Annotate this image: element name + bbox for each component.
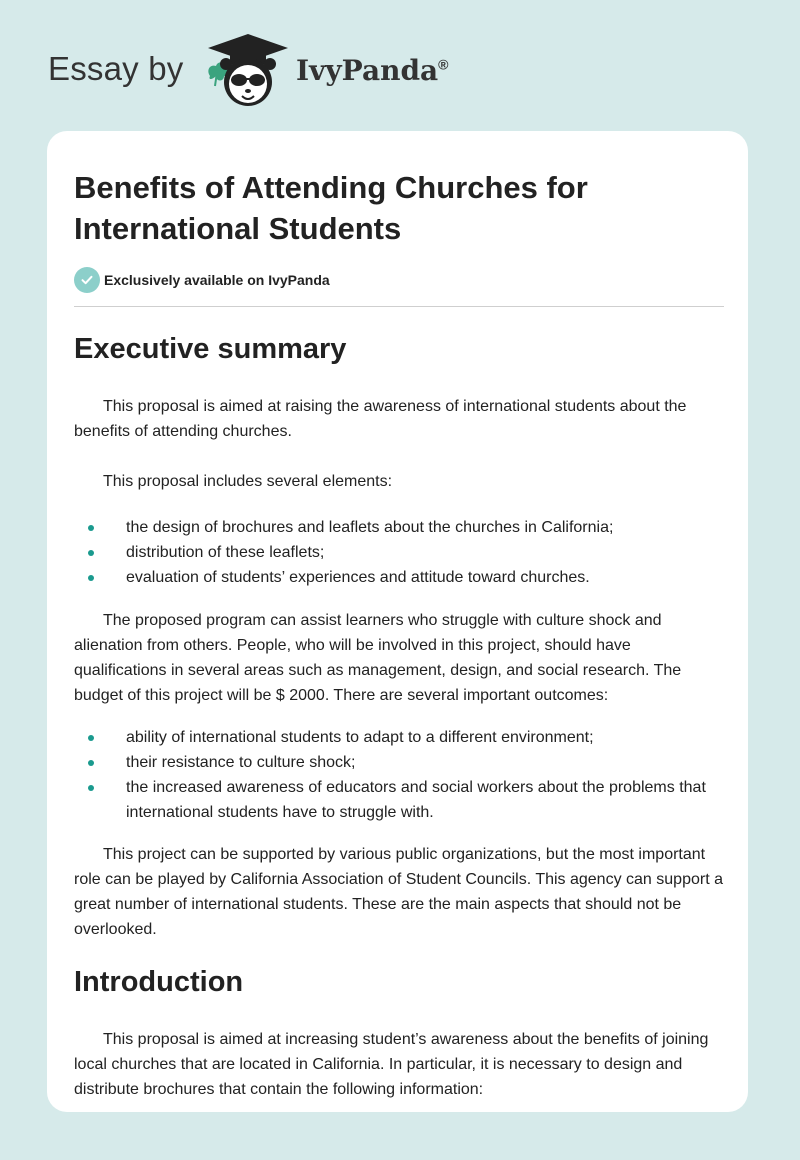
essay-content <box>74 131 724 1102</box>
list-item-text: the design of brochures and leaflets about the churches in California; <box>126 519 614 536</box>
list-item-text: evaluation of students’ experiences and attitude toward churches. <box>126 569 590 586</box>
list-item-text: the increased awareness of educators and social workers about the problems that international students have to struggle with. <box>126 779 706 821</box>
list-item <box>74 725 724 750</box>
bullet-icon <box>88 550 94 556</box>
paragraph: This proposal is aimed at raising the awareness of international students about the benefits of attending churches. <box>74 398 687 440</box>
page-title: Benefits of Attending Churches for International Students <box>74 170 588 246</box>
registered-mark: ® <box>438 56 449 73</box>
badge-label: Exclusively available on IvyPanda <box>104 272 330 288</box>
essay-card <box>47 131 748 1112</box>
panda-logo-icon <box>204 30 292 110</box>
brand-name <box>296 54 449 87</box>
list-item <box>74 565 724 590</box>
list-item <box>74 515 724 540</box>
essay-by-label: Essay by <box>48 50 184 87</box>
outcomes-list <box>74 725 724 825</box>
divider <box>74 306 724 307</box>
bullet-icon <box>88 760 94 766</box>
section-heading-executive-summary: Executive summary <box>74 333 347 365</box>
list-item-text: their resistance to culture shock; <box>126 754 356 771</box>
check-icon <box>74 267 100 293</box>
paragraph: This project can be supported by various public organizations, but the most important role can be played by California Association of Student Councils. This agency can support a great number of international students. These are the main aspects that should not be overlooked. <box>74 846 723 938</box>
list-item-text: ability of international students to adapt to a different environment; <box>126 729 594 746</box>
list-item <box>74 775 724 825</box>
bullet-icon <box>88 525 94 531</box>
paragraph: This proposal includes several elements: <box>103 473 393 490</box>
brand-text: IvyPanda <box>296 54 439 87</box>
site-header <box>0 0 800 120</box>
bullet-icon <box>88 785 94 791</box>
list-item <box>74 540 724 565</box>
section-heading-introduction: Introduction <box>74 966 244 998</box>
paragraph: The proposed program can assist learners who struggle with culture shock and alienation from others. People, who will be involved in this project, should have qualifications in several areas such as management, design, and social research. The budget of this project will be $ 2000. There are several important outcomes: <box>74 612 682 704</box>
elements-list <box>74 515 724 590</box>
bullet-icon <box>88 735 94 741</box>
exclusive-badge <box>74 267 724 293</box>
list-item <box>74 750 724 775</box>
bullet-icon <box>88 575 94 581</box>
list-item-text: distribution of these leaflets; <box>126 544 325 561</box>
paragraph: This proposal is aimed at increasing student’s awareness about the benefits of joining local churches that are located in California. In particular, it is necessary to design and distribute brochures that contain the following information: <box>74 1031 709 1098</box>
